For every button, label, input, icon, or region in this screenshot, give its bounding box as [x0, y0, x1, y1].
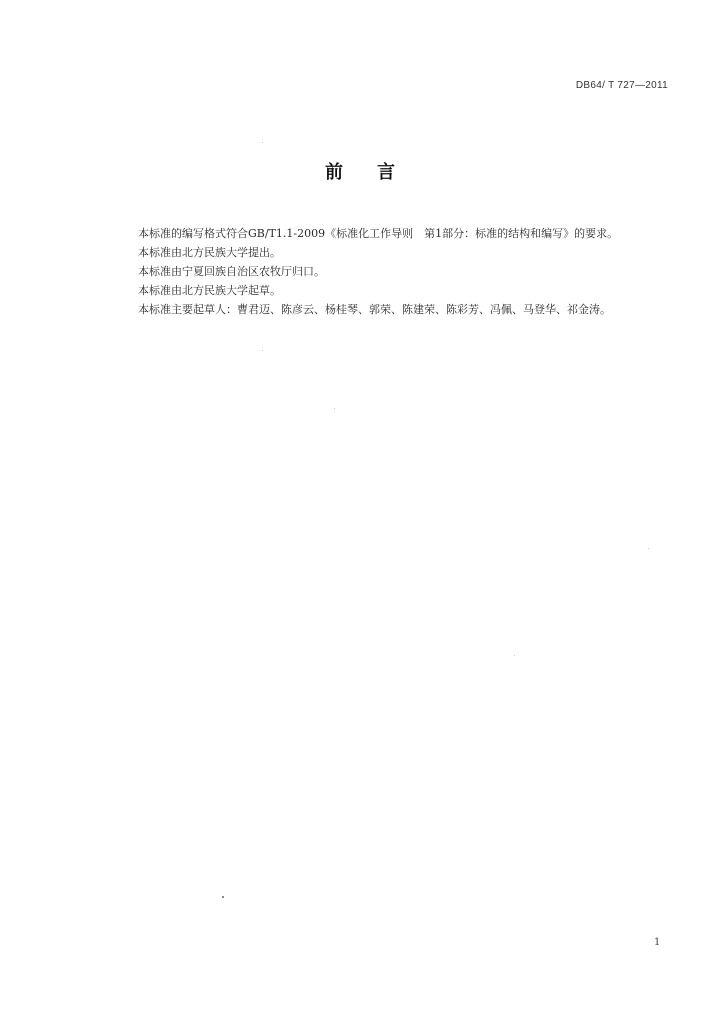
- paragraph-drafting-unit: 本标准由北方民族大学起草。: [138, 284, 281, 297]
- paragraph-administrator: 本标准由宁夏回族自治区农牧厅归口。: [138, 265, 325, 278]
- scan-speck: [262, 142, 263, 143]
- standard-code: DB64/ T 727—2011: [575, 80, 668, 91]
- page-number: 1: [654, 937, 661, 948]
- paragraph-proposer: 本标准由北方民族大学提出。: [138, 246, 281, 259]
- paragraph-format: 本标准的编写格式符合GB/T1.1-2009《标准化工作导则 第1部分：标准的结构和编写》的要求。: [138, 227, 619, 240]
- scan-speck: [648, 548, 649, 549]
- scan-speck: [514, 655, 515, 656]
- scan-speck: [222, 896, 224, 898]
- paragraph-drafters: 本标准主要起草人：曹君迈、陈彦云、杨桂琴、郭荣、陈建荣、陈彩芳、冯佩、马登华、祁金涛。: [138, 303, 611, 316]
- scan-speck: [334, 408, 335, 409]
- scan-speck: [262, 350, 263, 351]
- page-title: 前言: [325, 162, 429, 183]
- preface-body: [138, 224, 698, 319]
